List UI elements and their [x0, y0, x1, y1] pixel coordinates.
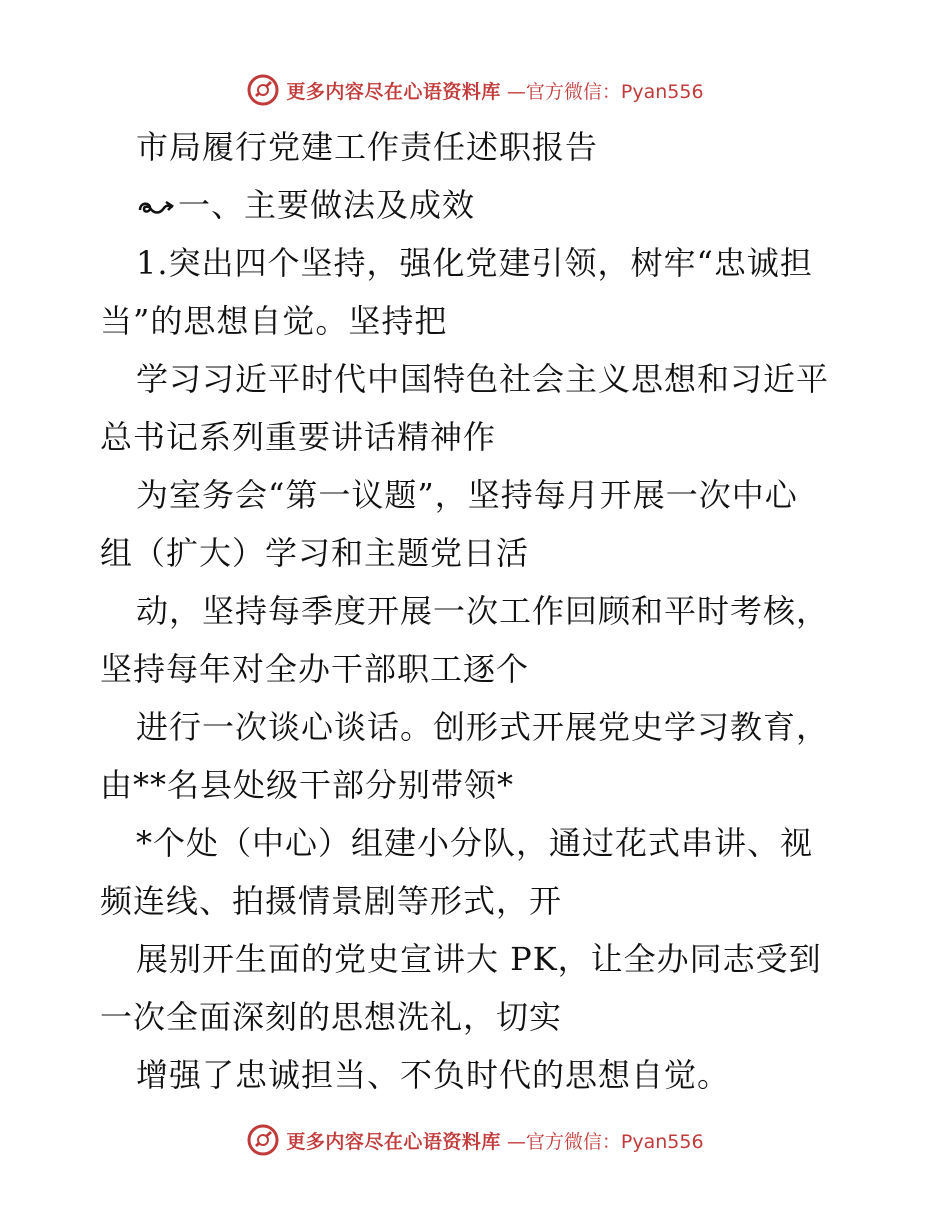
document-body [100, 118, 860, 1104]
paragraph-line: 增强了忠诚担当、不负时代的思想自觉。 [136, 1056, 731, 1094]
paragraph-line: 学习习近平时代中国特色社会主义思想和习近平 [136, 360, 830, 398]
banner-contact: —官方微信：Pyan556 [506, 80, 704, 103]
paragraph-line: 展别开生面的党史宣讲大 PK，让全办同志受到 [136, 940, 822, 978]
paragraph-line: 组（扩大）学习和主题党日活 [100, 534, 530, 572]
banner-text: 更多内容尽在心语资料库 [286, 80, 501, 103]
header-watermark-banner [0, 70, 950, 110]
paragraph-line: 1.突出四个坚持，强化党建引领，树牢“忠诚担 [136, 244, 813, 282]
section-heading-row [100, 176, 860, 234]
paragraph-line: 当”的思想自觉。坚持把 [100, 302, 448, 340]
paragraph-line: 一次全面深刻的思想洗礼，切实 [100, 998, 563, 1036]
paragraph-line: *个处（中心）组建小分队，通过花式串讲、视 [136, 824, 814, 862]
library-logo-icon [246, 1123, 280, 1157]
paragraph-line: 为室务会“第一议题”，坚持每月开展一次中心 [136, 476, 798, 514]
decorative-swirl-icon [136, 196, 176, 220]
section-heading: 一、主要做法及成效 [178, 186, 476, 224]
library-logo-icon [246, 73, 280, 107]
paragraph-line: 总书记系列重要讲话精神作 [100, 418, 497, 456]
paragraph-line: 频连线、拍摄情景剧等形式，开 [100, 882, 563, 920]
paragraph-line: 进行一次谈心谈话。创形式开展党史学习教育， [136, 708, 830, 746]
footer-watermark-banner [0, 1120, 950, 1160]
paragraph-line: 由**名县处级干部分别带领* [100, 766, 515, 804]
banner-contact: —官方微信：Pyan556 [506, 1130, 704, 1153]
document-title: 市局履行党建工作责任述职报告 [136, 128, 599, 166]
paragraph-line: 动，坚持每季度开展一次工作回顾和平时考核， [136, 592, 830, 630]
paragraph-line: 坚持每年对全办干部职工逐个 [100, 650, 530, 688]
banner-text: 更多内容尽在心语资料库 [286, 1130, 501, 1153]
